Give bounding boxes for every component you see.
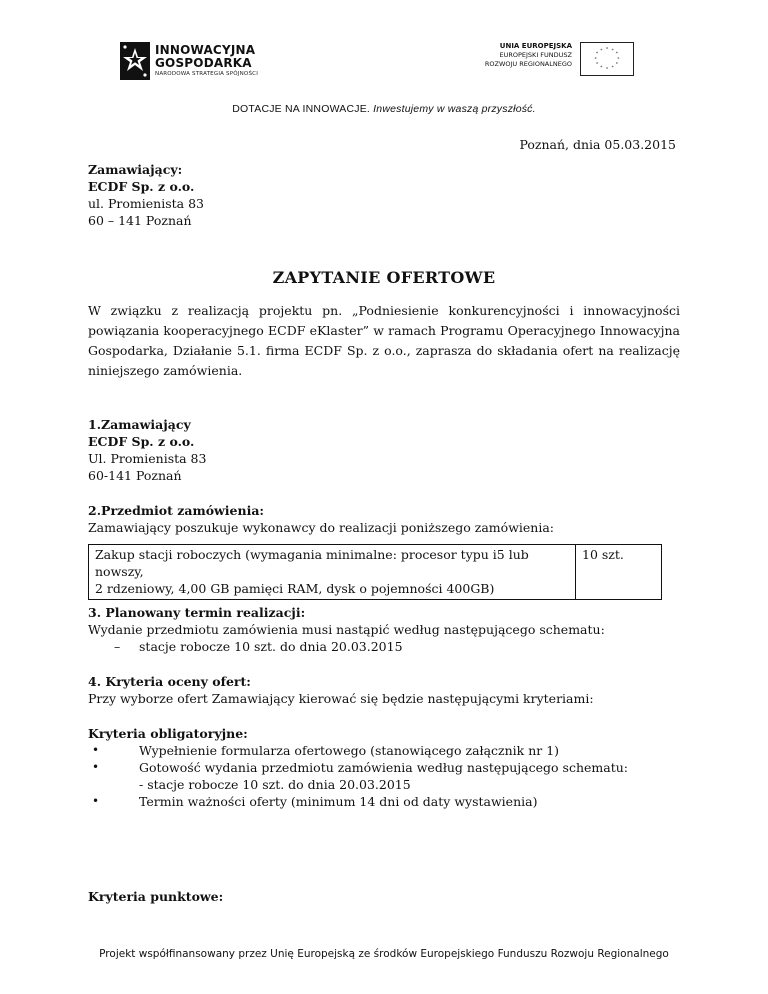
section4-heading: 4. Kryteria oceny ofert: — [88, 674, 251, 689]
section2-text: Zamawiający poszukuje wykonawcy do realizacji poniższego zamówienia: — [88, 520, 554, 535]
bullet-icon: • — [92, 743, 100, 757]
order-item-line1: Zakup stacji roboczych (wymagania minimalne: procesor typu i5 lub nowszy, — [95, 547, 529, 579]
eu-flag-icon — [580, 42, 634, 76]
eu-logo-line1: UNIA EUROPEJSKA — [499, 42, 572, 50]
intro-line: Gospodarka, Działanie 5.1. firma ECDF Sp. z o.o., zaprasza do składania ofert na realizację — [88, 343, 680, 358]
eu-logo-line3: ROZWOJU REGIONALNEGO — [484, 60, 572, 68]
document-date: Poznań, dnia 05.03.2015 — [519, 137, 676, 152]
intro-line: W związku z realizacją projektu pn. „Podniesienie konkurencyjności i innowacyjności — [88, 303, 680, 318]
section1-heading: 1.Zamawiający — [88, 417, 191, 432]
buyer-label: Zamawiający: — [88, 162, 183, 177]
order-item-quantity: 10 szt. — [576, 545, 662, 600]
dash-marker: – — [114, 639, 121, 654]
section4-text: Przy wyborze ofert Zamawiający kierować się będzie następującymi kryteriami: — [88, 691, 594, 706]
star-emblem-icon — [120, 42, 150, 80]
innowacyjna-gospodarka-logo — [120, 42, 280, 84]
section3-text: Wydanie przedmiotu zamówienia musi nastąpić według następującego schematu: — [88, 622, 605, 637]
mandatory-item-3: Termin ważności oferty (minimum 14 dni od daty wystawienia) — [139, 794, 538, 809]
page-footer: Projekt współfinansowany przez Unię Europejską ze środków Europejskiego Funduszu Rozwoju Regionalnego — [99, 948, 669, 960]
svg-text:*: * — [611, 48, 614, 54]
bullet-icon: • — [92, 794, 100, 808]
section3-heading: 3. Planowany termin realizacji: — [88, 605, 306, 620]
document-title: ZAPYTANIE OFERTOWE — [272, 268, 496, 287]
tagline-italic: Inwestujemy w waszą przyszłość. — [373, 103, 536, 115]
svg-text:*: * — [605, 67, 609, 73]
section2-heading: 2.Przedmiot zamówienia: — [88, 503, 265, 518]
svg-text:*: * — [615, 52, 619, 58]
section3-dash-item: stacje robocze 10 szt. do dnia 20.03.2015 — [139, 639, 403, 654]
intro-line: niniejszego zamówienia. — [88, 363, 243, 378]
mandatory-item-2-sub: - stacje robocze 10 szt. do dnia 20.03.2015 — [139, 777, 411, 792]
svg-text:*: * — [595, 52, 599, 58]
buyer-name: ECDF Sp. z o.o. — [88, 179, 195, 194]
ig-logo-line3: NARODOWA STRATEGIA SPÓJNOŚCI — [155, 71, 259, 77]
order-table — [88, 544, 662, 600]
svg-text:*: * — [615, 62, 619, 68]
section1-street: Ul. Promienista 83 — [88, 451, 207, 466]
svg-text:*: * — [600, 65, 603, 71]
ig-logo-line2: GOSPODARKA — [155, 56, 252, 70]
mandatory-heading: Kryteria obligatoryjne: — [88, 726, 248, 741]
points-heading: Kryteria punktowe: — [88, 889, 224, 904]
svg-text:*: * — [605, 47, 609, 53]
eu-logo-line2: EUROPEJSKI FUNDUSZ — [499, 51, 572, 59]
svg-text:*: * — [617, 57, 620, 63]
intro-paragraph — [88, 301, 680, 381]
header-tagline — [0, 103, 768, 115]
ig-logo-line1: INNOWACYJNA — [155, 43, 256, 57]
table-row — [89, 545, 662, 600]
mandatory-item-2: Gotowość wydania przedmiotu zamówienia według następującego schematu: — [139, 760, 628, 775]
svg-text:*: * — [600, 48, 603, 54]
order-item-line2: 2 rdzeniowy, 4,00 GB pamięci RAM, dysk o pojemności 400GB) — [95, 581, 495, 596]
eu-logo — [470, 42, 640, 78]
buyer-street: ul. Promienista 83 — [88, 196, 204, 211]
section1-city: 60-141 Poznań — [88, 468, 182, 483]
svg-text:*: * — [594, 57, 597, 63]
bullet-icon: • — [92, 760, 100, 774]
buyer-city: 60 – 141 Poznań — [88, 213, 192, 228]
order-item-description — [89, 545, 576, 600]
tagline-main: DOTACJE NA INNOWACJE. — [232, 103, 371, 115]
section1-name: ECDF Sp. z o.o. — [88, 434, 195, 449]
mandatory-item-1: Wypełnienie formularza ofertowego (stanowiącego załącznik nr 1) — [139, 743, 560, 758]
svg-text:*: * — [611, 65, 614, 71]
svg-text:*: * — [595, 62, 599, 68]
intro-line: powiązania kooperacyjnego ECDF eKlaster” w ramach Programu Operacyjnego Innowacyjna — [88, 323, 680, 338]
